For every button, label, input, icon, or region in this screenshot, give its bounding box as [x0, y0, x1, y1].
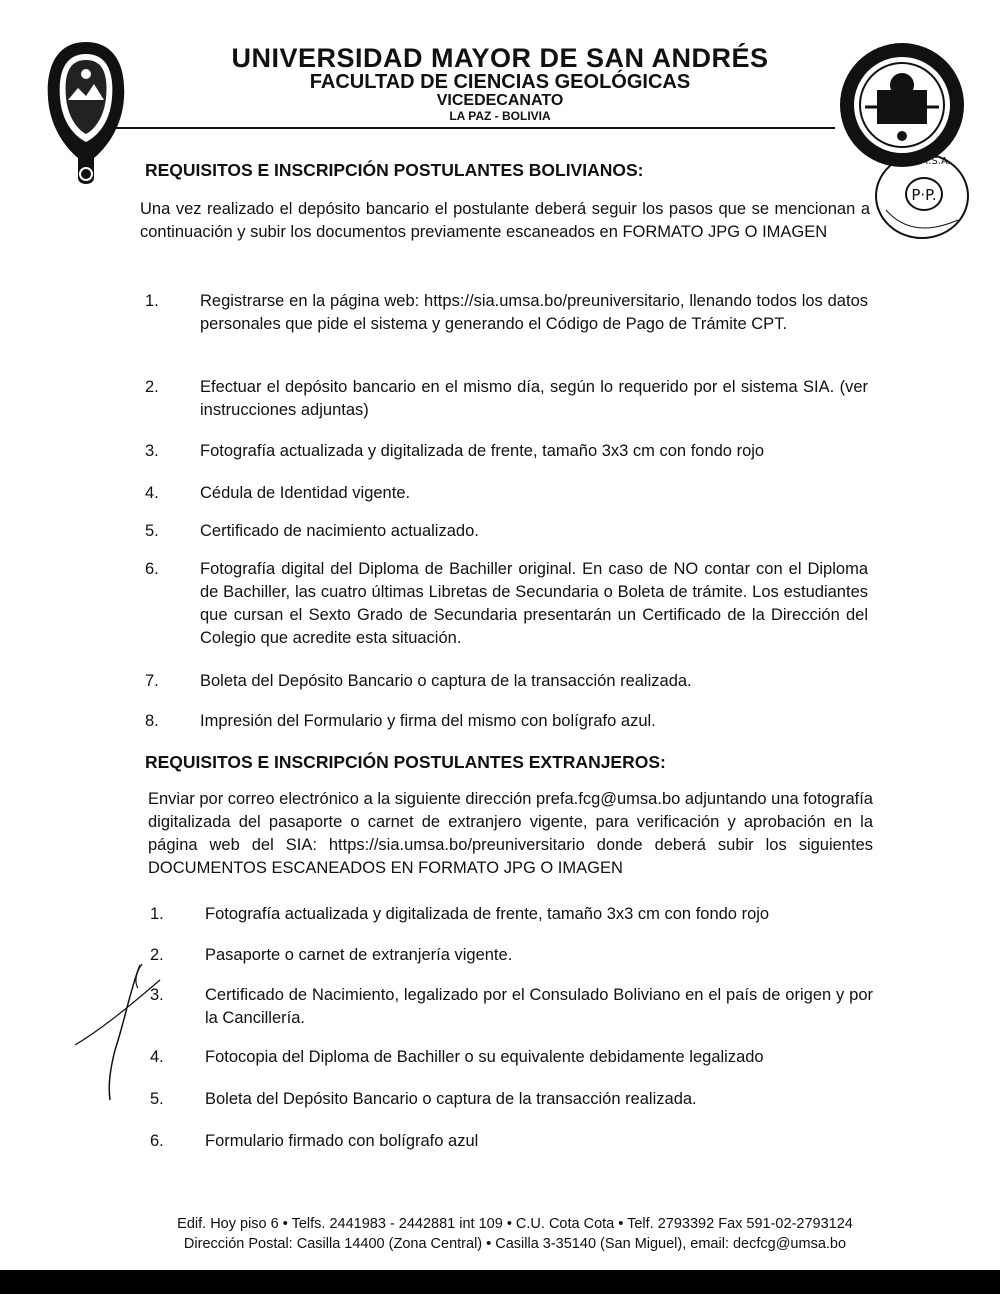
- city-name: LA PAZ - BOLIVIA: [449, 109, 551, 123]
- item-text: Cédula de Identidad vigente.: [200, 484, 411, 502]
- section-heading-extranjeros: REQUISITOS E INSCRIPCIÓN POSTULANTES EXTRANJEROS:: [145, 752, 666, 772]
- item-text: Registrarse en la página web: https://sia.umsa.bo/preuniversitario, llenando todos los datos personales que pide el sistema y generando el Código de Pago de Trámite CPT.: [200, 292, 868, 333]
- item-text: Pasaporte o carnet de extranjería vigente.: [205, 946, 513, 964]
- item-number: 8.: [145, 712, 159, 730]
- item-number: 6.: [145, 560, 159, 578]
- vicerrectorado-stamp: [872, 150, 972, 245]
- item-number: 4.: [145, 484, 159, 502]
- letterhead: [180, 44, 820, 123]
- item-number: 4.: [150, 1048, 164, 1066]
- item-text: Certificado de nacimiento actualizado.: [200, 522, 479, 540]
- item-text: Fotografía actualizada y digitalizada de frente, tamaño 3x3 cm con fondo rojo: [205, 905, 770, 923]
- item-text: Formulario firmado con bolígrafo azul: [205, 1132, 479, 1150]
- item-number: 7.: [145, 672, 159, 690]
- item-text: Fotocopia del Diploma de Bachiller o su equivalente debidamente legalizado: [205, 1048, 764, 1066]
- item-number: 2.: [145, 378, 159, 396]
- item-number: 1.: [145, 292, 159, 310]
- item-text: Boleta del Depósito Bancario o captura de la transacción realizada.: [200, 672, 692, 690]
- item-text: Efectuar el depósito bancario en el mismo día, según lo requerido por el sistema SIA. (ver instrucciones adjuntas): [200, 378, 868, 419]
- header-divider: [115, 127, 835, 129]
- item-text: Boleta del Depósito Bancario o captura de la transacción realizada.: [205, 1090, 697, 1108]
- item-number: 5.: [145, 522, 159, 540]
- section-heading-bolivianos: REQUISITOS E INSCRIPCIÓN POSTULANTES BOLIVIANOS:: [145, 160, 644, 180]
- footer-contact: [135, 1214, 895, 1254]
- item-text: Fotografía digital del Diploma de Bachiller original. En caso de NO contar con el Diploma de Bachiller, las cuatro últimas Libretas de Secundaria o Boleta de trámite. Los estudiantes que cursan el Sexto Grado de Secundaria presentarán un Certificado de la Dirección del Colegio que acredite esta situación.: [200, 560, 868, 647]
- intro-bolivianos: Una vez realizado el depósito bancario el postulante deberá seguir los pasos que se mencionan a continuación y subir los documentos previamente escaneados en FORMATO JPG O IMAGEN: [140, 200, 870, 241]
- handwritten-signature: [70, 960, 180, 1110]
- svg-text:P·P.: P·P.: [911, 186, 937, 204]
- svg-text:U.M.S.A.: U.M.S.A.: [909, 156, 951, 167]
- university-name: UNIVERSIDAD MAYOR DE SAN ANDRÉS: [231, 43, 769, 73]
- item-number: 2.: [150, 946, 164, 964]
- university-crest-logo: [46, 38, 126, 188]
- item-text: Certificado de Nacimiento, legalizado por el Consulado Boliviano en el país de origen y por la Cancillería.: [205, 986, 873, 1027]
- item-text: Impresión del Formulario y firma del mismo con bolígrafo azul.: [200, 712, 656, 730]
- item-number: 6.: [150, 1132, 164, 1150]
- footer-line-2: Dirección Postal: Casilla 14400 (Zona Central) • Casilla 3-35140 (San Miguel), email: decfcg@umsa.bo: [183, 1236, 847, 1252]
- office-name: VICEDECANATO: [436, 92, 564, 109]
- item-text: Fotografía actualizada y digitalizada de frente, tamaño 3x3 cm con fondo rojo: [200, 442, 765, 460]
- item-number: 1.: [150, 905, 164, 923]
- footer-line-1: Edif. Hoy piso 6 • Telfs. 2441983 - 2442881 int 109 • C.U. Cota Cota • Telf. 2793392 Fax 591-02-2793124: [177, 1216, 853, 1232]
- item-number: 5.: [150, 1090, 164, 1108]
- item-number: 3.: [150, 986, 164, 1004]
- faculty-name: FACULTAD DE CIENCIAS GEOLÓGICAS: [309, 71, 691, 93]
- intro-extranjeros: Enviar por correo electrónico a la siguiente dirección prefa.fcg@umsa.bo adjuntando una fotografía digitalizada del pasaporte o carnet de extranjero vigente, para verificación y aprobación en la página web del SIA: https://sia.umsa.bo/preuniversitario donde deberá subir los siguientes DOCUMENTOS ESCANEADOS EN FORMATO JPG O IMAGEN: [148, 790, 873, 877]
- item-number: 3.: [145, 442, 159, 460]
- bottom-black-bar: [0, 1270, 1000, 1294]
